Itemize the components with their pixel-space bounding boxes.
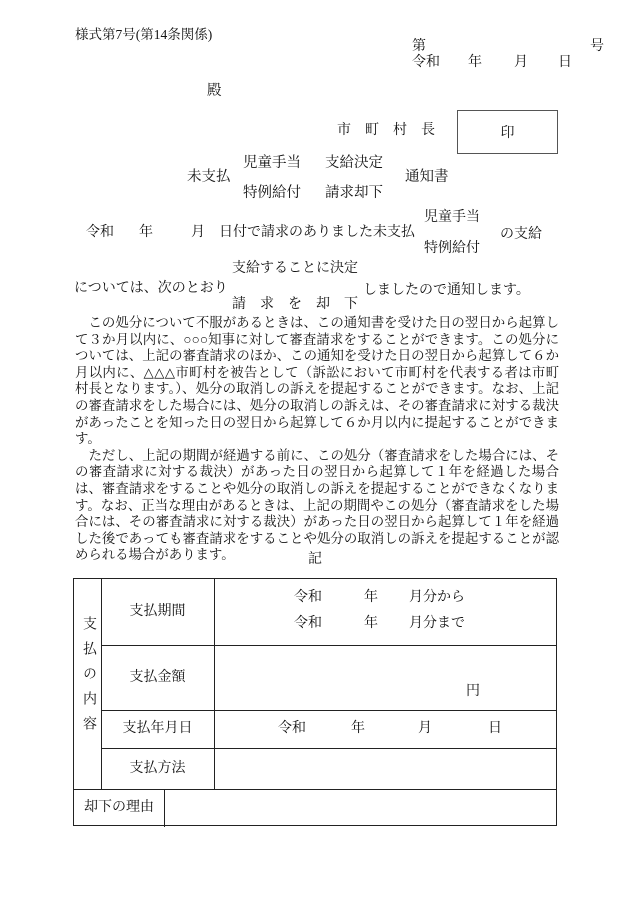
row-label-payment-date: 支払年月日 — [122, 721, 193, 736]
opening-era: 令和 — [86, 225, 114, 240]
doc-number-suffix: 号 — [590, 39, 604, 54]
addressee-honorific: 殿 — [207, 83, 222, 99]
opening-decision-option-bottom: 請 求 を 却 下 — [232, 297, 358, 312]
period-to-year: 年 — [364, 616, 378, 631]
opening-benefit-option-top: 児童手当 — [424, 210, 480, 225]
row-label-payment-amount: 支払金額 — [129, 669, 186, 685]
period-to-suffix: 月分まで — [409, 616, 465, 631]
payment-date-year: 年 — [351, 721, 365, 736]
date-year: 年 — [468, 55, 482, 70]
title-benefit-option-top: 児童手当 — [243, 155, 301, 171]
opening-decision-option-top: 支給することに決定 — [232, 261, 358, 276]
date-day: 日 — [558, 55, 572, 70]
title-decision-option-bottom: 請求却下 — [325, 185, 383, 201]
section-marker: 記 — [308, 552, 322, 567]
row-label-rejection-reason: 却下の理由 — [84, 800, 154, 815]
seal-box — [457, 110, 558, 154]
table-group-label: 支払の内容 — [81, 616, 96, 741]
title-decision-option-top: 支給決定 — [325, 155, 383, 171]
title-suffix: 通知書 — [405, 169, 449, 185]
opening-tail2: しましたので通知します。 — [363, 283, 530, 298]
legal-paragraph-2: ただし、上記の期間が経過する前に、この処分（審査請求をした場合には、その審査請求に対する裁決）があった日の翌日から起算して１年を経過した場合は、審査請求をすることや処分の取消しの訴えを提起することができなくなります。なお、正当な理由があるときは、上記の期間やこの処分（審査請求をした場合には、その審査請求に対する裁決）があった日の翌日から起算して１年を経過した後であっても審査請求をすることや処分の取消しの訴えを提起することが認められる場合があります。 — [75, 447, 559, 563]
opening-tail1: の支給 — [500, 227, 542, 242]
opening-lead2: については、次のとおり — [74, 281, 228, 296]
title-unpaid: 未支払 — [187, 169, 231, 185]
payment-details-table — [73, 578, 557, 826]
row-label-payment-method: 支払方法 — [129, 760, 186, 776]
row-label-payment-period: 支払期間 — [129, 604, 186, 619]
period-from-era: 令和 — [294, 590, 322, 605]
payment-date-era: 令和 — [278, 721, 306, 736]
opening-benefit-option-bottom: 特例給付 — [424, 241, 480, 256]
title-benefit-option-bottom: 特例給付 — [243, 185, 301, 201]
payment-date-month: 月 — [418, 721, 432, 736]
period-from-suffix: 月分から — [409, 590, 465, 605]
seal-mark: 印 — [500, 126, 515, 141]
opening-request-text: 日付で請求のありました未支払 — [219, 225, 415, 240]
date-month: 月 — [514, 55, 528, 70]
payment-amount-unit: 円 — [466, 684, 480, 699]
period-from-year: 年 — [364, 590, 378, 605]
opening-year: 年 — [139, 225, 153, 240]
opening-month: 月 — [191, 225, 205, 240]
payment-amount-value-blank — [214, 645, 556, 710]
payment-date-day: 日 — [488, 721, 502, 736]
form-number: 様式第7号(第14条関係) — [75, 27, 213, 42]
payment-method-value-blank — [214, 748, 556, 789]
legal-notice-body — [75, 315, 559, 564]
doc-number-prefix: 第 — [412, 39, 426, 54]
period-to-era: 令和 — [294, 616, 322, 631]
date-era: 令和 — [412, 55, 440, 70]
rejection-reason-value-blank — [164, 789, 556, 827]
legal-paragraph-1: この処分について不服があるときは、この通知書を受けた日の翌日から起算して３か月以内に、○○○知事に対して審査請求をすることができます。この処分については、上記の審査請求のほか、この通知を受けた日の翌日から起算して６か月以内に、△△△市町村を被告として（訴訟において市町村を代表する者は市町村長となります。）、処分の取消しの訴えを提起することができます。なお、上記の審査請求をした場合には、処分の取消しの訴えは、その審査請求に対する裁決があったことを知った日の翌日から起算して６か月以内に提起することができます。 — [75, 315, 559, 447]
issuer-title: 市 町 村 長 — [337, 123, 435, 138]
